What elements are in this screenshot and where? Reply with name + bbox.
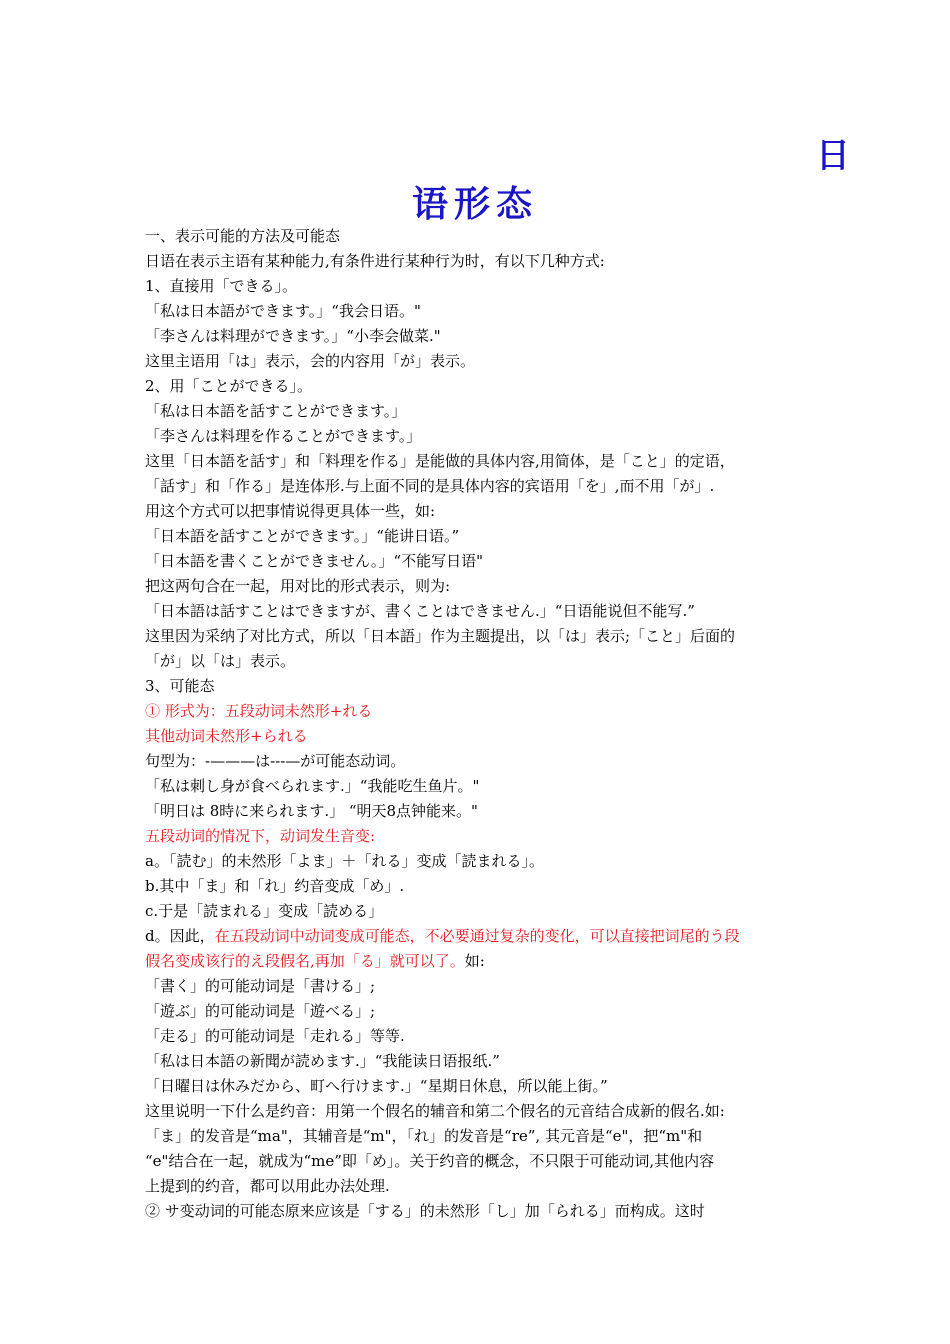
- text-line: 「日本語を話すことができます。」“能讲日语。”: [145, 527, 460, 545]
- text-line: 「李さんは料理ができます。」“小李会做菜.": [145, 327, 441, 345]
- text-line: 「私は刺し身が食べられます.」“我能吃生鱼片。": [145, 777, 480, 795]
- text-line: 「ま」的发音是“ma"，其辅音是“m"，「れ」的发音是“re”, 其元音是“e"，把“m"和: [145, 1127, 703, 1145]
- text-line: 一、表示可能的方法及可能态: [145, 227, 341, 245]
- text-line: 「李さんは料理を作ることができます。」: [145, 427, 422, 445]
- text-line: 「日本語は話すことはできますが、書くことはできません.」“日语能说但不能写.”: [145, 602, 695, 620]
- text-line: 「日本語を書くことができません。」“不能写日语": [145, 552, 483, 570]
- text-line: 「が」以「は」表示。: [145, 652, 296, 670]
- title-character: 日: [816, 136, 850, 176]
- text-line: 这里因为采纳了对比方式，所以「日本語」作为主题提出，以「は」表示;「こと」后面的: [145, 627, 736, 645]
- text-segment: d。因此，: [145, 927, 215, 945]
- text-line: 用这个方式可以把事情说得更具体一些，如:: [145, 502, 436, 520]
- text-line: 上提到的约音，都可以用此办法处理.: [145, 1177, 390, 1195]
- text-line: 句型为：-———は---—が可能态动词。: [145, 752, 406, 770]
- page-title: 语形态: [411, 184, 538, 225]
- text-line-highlight: 五段动词的情况下，动词发生音变:: [145, 827, 376, 845]
- text-line: 「日曜日は休みだから、町へ行けます.」“星期日休息，所以能上街。”: [145, 1077, 608, 1095]
- text-line: 「走る」的可能动词是「走れる」等等.: [145, 1027, 405, 1045]
- text-line: 2、用「ことができる」。: [145, 377, 313, 395]
- text-line: 日语在表示主语有某种能力,有条件进行某种行为时，有以下几种方式:: [145, 252, 605, 270]
- text-line: a。「読む」的未然形「よま」＋「れる」变成「読まれる」。: [145, 852, 544, 870]
- text-line: 这里「日本語を話す」和「料理を作る」是能做的具体内容,用简体，是「こと」的定语，: [145, 452, 735, 470]
- text-line: 3、可能态: [145, 677, 215, 695]
- text-line: “e"结合在一起，就成为“me”即「め」。关于约音的概念，不只限于可能动词,其他内容: [145, 1152, 715, 1170]
- text-segment: 如:: [464, 952, 485, 970]
- text-line: 「書く」的可能动词是「書ける」;: [145, 977, 376, 995]
- text-segment-highlight: 在五段动词中动词变成可能态，不必要通过复杂的变化，可以直接把词尾的う段: [214, 927, 740, 945]
- text-line: c.于是「読まれる」变成「読める」: [145, 902, 384, 920]
- text-line: ② サ变动词的可能态原来应该是「する」的未然形「し」加「られる」而构成。这时: [145, 1202, 705, 1220]
- text-line: 这里说明一下什么是约音：用第一个假名的辅音和第二个假名的元音结合成新的假名.如:: [145, 1102, 725, 1120]
- text-line: 「遊ぶ」的可能动词是「遊べる」;: [145, 1002, 376, 1020]
- text-line-mixed: [145, 924, 810, 949]
- text-line: 把这两句合在一起，用对比的形式表示，则为:: [145, 577, 451, 595]
- text-line: 这里主语用「は」表示，会的内容用「が」表示。: [145, 352, 476, 370]
- text-line-highlight: 其他动词未然形+られる: [145, 727, 308, 745]
- text-line: 「明日は 8時に来られます.」 “明天8点钟能来。": [145, 802, 478, 820]
- document-body: [145, 224, 810, 1224]
- text-line: 「話す」和「作る」是连体形.与上面不同的是具体内容的宾语用「を」,而不用「が」.: [145, 477, 715, 495]
- text-line: b.其中「ま」和「れ」约音变成「め」.: [145, 877, 405, 895]
- text-segment-highlight: 假名变成该行的え段假名,再加「る」就可以了。: [145, 952, 465, 970]
- text-line: 「私は日本語ができます。」“我会日语。": [145, 302, 421, 320]
- text-line: 「私は日本語を話すことができます。」: [145, 402, 407, 420]
- text-line-highlight: ① 形式为：五段动词未然形+れる: [145, 702, 373, 720]
- text-line: 「私は日本語の新聞が読めます.」“我能读日语报纸.”: [145, 1052, 500, 1070]
- text-line: 1、直接用「できる」。: [145, 277, 298, 295]
- text-line-mixed: [145, 949, 810, 974]
